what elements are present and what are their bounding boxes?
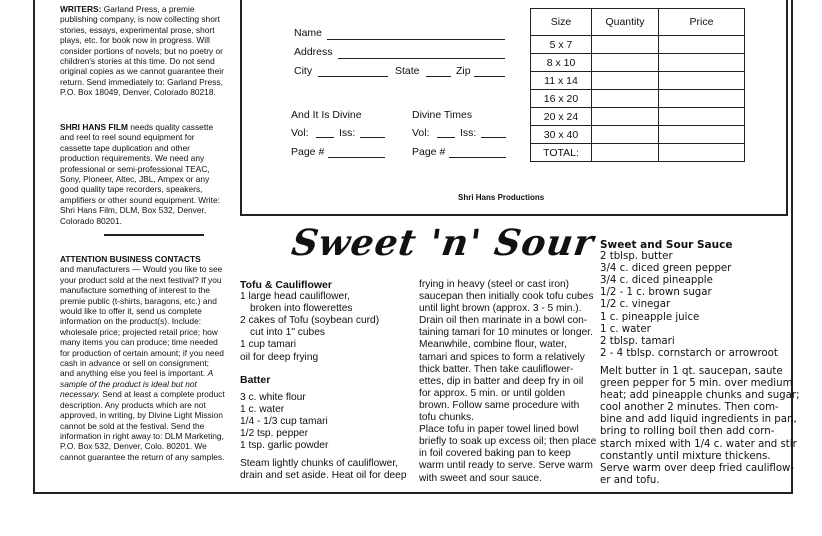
name-line[interactable]	[327, 39, 505, 40]
address-label: Address	[294, 46, 333, 58]
quantity-header: Quantity	[592, 9, 659, 36]
shri-title: SHRI HANS FILM	[60, 122, 128, 132]
quantity-cell[interactable]	[592, 108, 659, 126]
price-cell[interactable]	[659, 144, 745, 162]
writers-body: Garland Press, a premie publishing company, is now collecting short stories, essays, experimental prose, short plays, etc. for book now in progress. Will consider portions of novels; but no poetry or children's stories at this time. Do not send original copies as we cannot guarantee their return. Send immediately to: Garland Press, P.O. Box 18049, Denver, Colorado 80218.	[60, 4, 224, 98]
instruction-line: bine and add liquid ingredients in pan,	[600, 414, 797, 426]
vol-line-1[interactable]	[316, 137, 334, 138]
batter-heading: Batter	[240, 373, 271, 386]
form-credit: Shri Hans Productions	[458, 193, 545, 202]
table-row	[531, 54, 745, 72]
iss-label-1: Iss:	[339, 127, 356, 139]
ingredient-line: 1/2 - 1 c. brown sugar	[600, 287, 712, 299]
price-cell[interactable]	[659, 72, 745, 90]
shri-hans-notice	[60, 122, 225, 226]
size-header: Size	[531, 9, 592, 36]
ingredient-line: 1/2 c. vinegar	[600, 299, 671, 311]
price-cell[interactable]	[659, 90, 745, 108]
ingredient-line: 1 large head cauliflower,	[240, 291, 350, 303]
instruction-line: green pepper for 5 min. over medium	[600, 378, 793, 390]
instruction-line: heat; add pineapple chunks and sugar;	[600, 390, 800, 402]
vol-label-2: Vol:	[412, 127, 430, 139]
ingredient-line: broken into flowerettes	[250, 303, 353, 315]
ingredient-line: 2 cakes of Tofu (soybean curd)	[240, 315, 380, 327]
instruction-line: Place tofu in paper towel lined bowl	[419, 424, 579, 436]
recipe-title: Sweet 'n' Sour	[289, 222, 597, 264]
page-border-left	[33, 0, 35, 492]
sauce-column	[600, 239, 800, 487]
instruction-line: frying in heavy (steel or cast iron)	[419, 279, 570, 290]
instruction-line: tofu chunks.	[419, 412, 474, 424]
size-cell: 11 x 14	[531, 72, 592, 90]
times-label: Divine Times	[412, 109, 473, 121]
state-label: State	[395, 65, 420, 77]
ingredient-line: 1 c. pineapple juice	[600, 311, 700, 323]
shri-body: needs quality cassette and reel to reel sound equipment for cassette tape duplication and other production requirements. We need any professional or semi-professional TEAC, Sony, Pioneer, Altec, JBL, Ampex or any good quality tape recorders, speakers, amplifiers or other sound equipment. Write: Shri Hans Film, DLM, Box 532, Denver, Colorado 80201.	[60, 122, 220, 226]
instructions-column	[419, 279, 596, 485]
instruction-line: thick batter. Then take cauliflower-	[419, 363, 574, 375]
instruction-line: Serve warm over deep fried cauliflow-	[600, 462, 795, 474]
price-cell[interactable]	[659, 54, 745, 72]
ingredient-line: 1/4 - 1/3 cup tamari	[240, 415, 328, 427]
instruction-line: cool another 2 minutes. Then com-	[600, 402, 779, 414]
instruction-line: ettes, dip in batter and deep fry in oil	[419, 375, 584, 387]
price-cell[interactable]	[659, 36, 745, 54]
price-cell[interactable]	[659, 108, 745, 126]
divine-label: And It Is Divine	[291, 109, 362, 121]
table-row	[531, 36, 745, 54]
instruction-line: with sweet and sour sauce.	[419, 472, 542, 484]
instruction-line: drain and set aside. Heat oil for deep	[240, 470, 407, 482]
ingredient-line: 2 tblsp. butter	[600, 251, 673, 263]
attn-body2: Send at least a complete product description. Any products which are not approved, in writing, by Divine Light Mission cannot be sold at the festival. Send the information in right away to: DLM Marketing, P.O. Box 532, Denver, Colo. 80201. We cannot guarantee the return of any samples.	[60, 389, 225, 462]
page-label-2: Page #	[412, 146, 446, 158]
page-border-bottom	[33, 492, 793, 494]
instruction-line: in foil covered baking pan to keep	[419, 448, 571, 460]
vol-label-1: Vol:	[291, 127, 309, 139]
ingredient-line: 2 tblsp. tamari	[600, 335, 675, 347]
instruction-line: warm until ready to serve. Serve warm	[419, 460, 593, 472]
page-line-2[interactable]	[449, 157, 506, 158]
size-cell: 20 x 24	[531, 108, 592, 126]
ingredient-line: 3/4 c. diced green pepper	[600, 263, 732, 275]
attn-italic: A sample of the product is ideal but not necessary.	[60, 368, 213, 400]
ingredient-line: 3/4 c. diced pineapple	[600, 275, 713, 287]
instruction-line: constantly until mixture thickens.	[600, 450, 771, 462]
tofu-column	[240, 279, 407, 482]
tofu-heading: Tofu & Cauliflower	[240, 279, 332, 291]
instruction-line: briefly to soak up excess oil; then place	[419, 436, 597, 448]
quantity-cell[interactable]	[592, 72, 659, 90]
instruction-line: Meanwhile, combine flour, water,	[419, 339, 567, 351]
name-label: Name	[294, 27, 323, 39]
instruction-line: until light brown (approx. 3 - 5 min.).	[419, 303, 582, 315]
ingredient-line: 3 c. white flour	[240, 391, 306, 403]
table-row	[531, 126, 745, 144]
city-line[interactable]	[318, 76, 388, 77]
ingredient-line: 1 tsp. garlic powder	[240, 440, 329, 452]
instruction-line: saucepan then initially cook tofu cubes	[419, 291, 594, 303]
instruction-line: taining tamari for 10 minutes or longer.	[419, 327, 593, 339]
ingredient-line: 2 - 4 tblsp. cornstarch or arrowroot	[600, 347, 778, 359]
ingredient-line: oil for deep frying	[240, 351, 319, 363]
price-header: Price	[659, 9, 745, 36]
ingredient-line: 1/2 tsp. pepper	[240, 428, 308, 440]
quantity-cell[interactable]	[592, 36, 659, 54]
price-cell[interactable]	[659, 126, 745, 144]
quantity-cell[interactable]	[592, 90, 659, 108]
iss-line-1[interactable]	[360, 137, 385, 138]
quantity-cell[interactable]	[592, 126, 659, 144]
writers-title: WRITERS:	[60, 4, 102, 14]
order-table	[530, 8, 745, 162]
sauce-heading: Sweet and Sour Sauce	[600, 239, 733, 251]
iss-line-2[interactable]	[481, 137, 506, 138]
attn-body1: and manufacturers — Would you like to see your product sold at the next festival? If you manufacture something of interest to the premie public (t-shirts, baragons, etc.) and would like to offer it, send us complete information on the product(s). Include: wholesale price; projected retail price; how many items you can produce; time needed for production of certain amount; if you need cash in advance or sell on consignment; and anything else you feel is important.	[60, 264, 224, 379]
page-line-1[interactable]	[328, 157, 385, 158]
page-label-1: Page #	[291, 146, 325, 158]
instruction-line: Melt butter in 1 qt. saucepan, saute	[600, 365, 783, 377]
size-cell: 5 x 7	[531, 36, 592, 54]
ingredient-line: 1 c. water	[240, 403, 285, 415]
separator-rule	[104, 234, 204, 236]
total-cell: TOTAL:	[531, 144, 592, 162]
instruction-line: bring to rolling boil then add corn-	[600, 426, 775, 438]
state-line[interactable]	[426, 76, 451, 77]
instruction-line: tamari and spices to form a relatively	[419, 351, 585, 363]
instruction-line: Drain oil then marinate in a bowl con-	[419, 315, 588, 327]
size-cell: 8 x 10	[531, 54, 592, 72]
quantity-cell[interactable]	[592, 144, 659, 162]
attention-notice	[60, 254, 225, 462]
table-row	[531, 90, 745, 108]
instruction-line: for approx. 5 min. or until golden	[419, 387, 566, 399]
ingredient-line: cut into 1" cubes	[250, 327, 325, 339]
attn-title: ATTENTION BUSINESS CONTACTS	[60, 254, 201, 264]
size-cell: 16 x 20	[531, 90, 592, 108]
ingredient-line: 1 cup tamari	[240, 339, 297, 351]
ingredient-line: 1 c. water	[600, 323, 651, 335]
instruction-line: er and tofu.	[600, 474, 660, 486]
vol-line-2[interactable]	[437, 137, 455, 138]
iss-label-2: Iss:	[460, 127, 477, 139]
writers-notice	[60, 4, 225, 98]
quantity-cell[interactable]	[592, 54, 659, 72]
city-label: City	[294, 65, 313, 77]
size-cell: 30 x 40	[531, 126, 592, 144]
zip-label: Zip	[456, 65, 471, 77]
instruction-line: brown. Follow same procedure with	[419, 399, 580, 411]
zip-line[interactable]	[474, 76, 505, 77]
instruction-line: Steam lightly chunks of cauliflower,	[240, 458, 398, 470]
table-row	[531, 72, 745, 90]
instruction-line: starch mixed with 1/4 c. water and stir	[600, 438, 797, 450]
table-row	[531, 108, 745, 126]
address-line[interactable]	[338, 58, 505, 59]
table-row	[531, 144, 745, 162]
